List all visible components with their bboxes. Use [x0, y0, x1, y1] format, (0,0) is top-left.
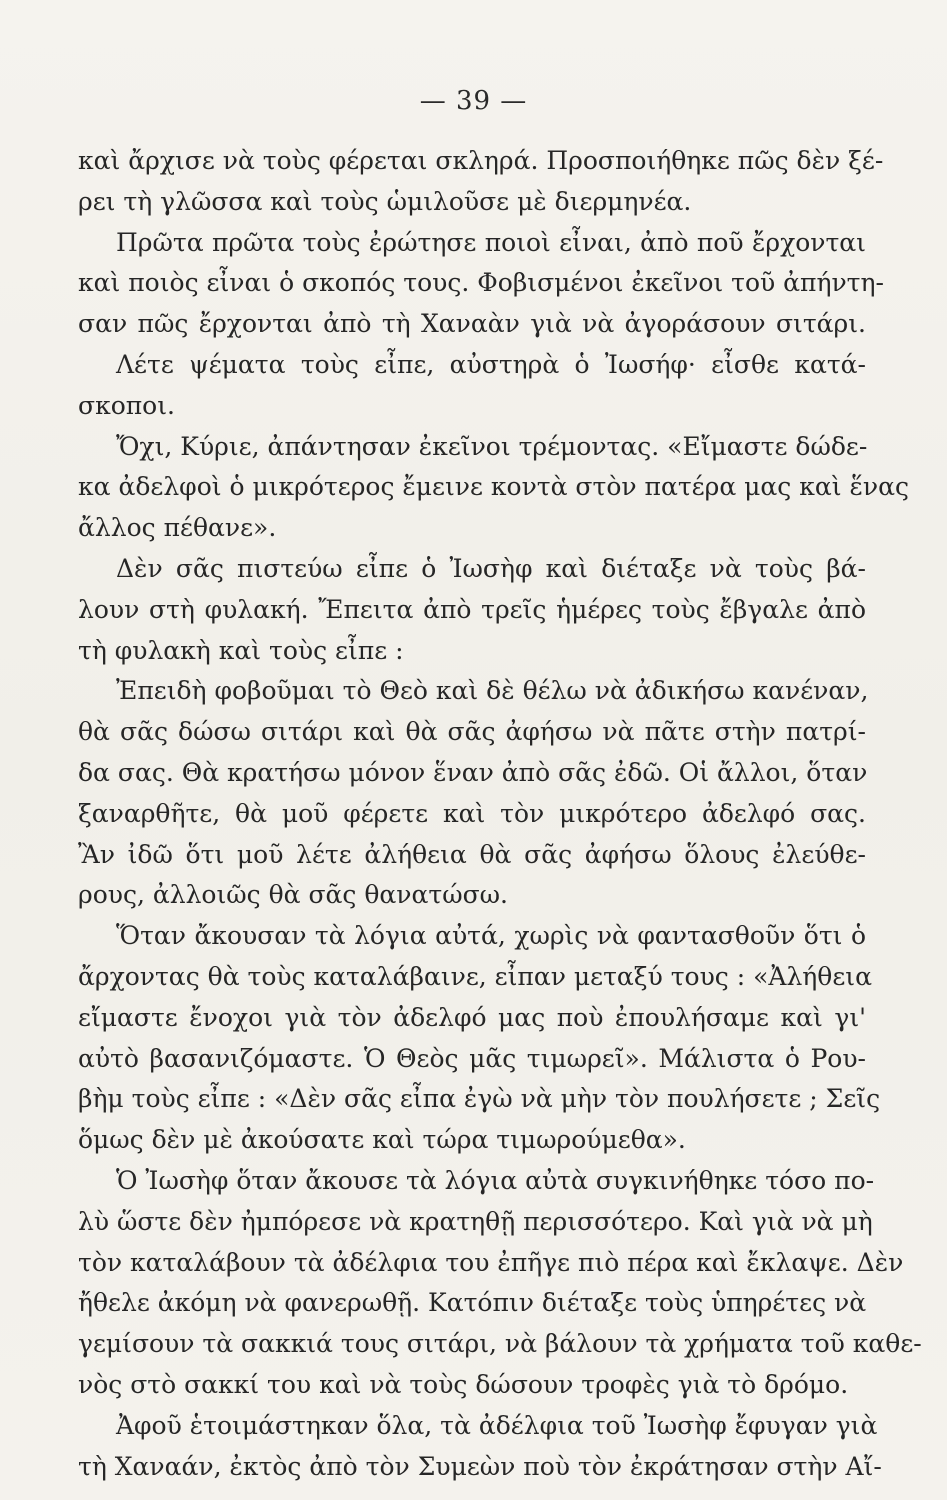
- text-line: Ὄχι, Κύριε, ἀπάντησαν ἐκεῖνοι τρέμοντας. «Εἴμαστε δώδε-: [116, 431, 868, 461]
- body-text: [78, 141, 922, 1487]
- text-line: ὅμως δὲν μὲ ἀκούσατε καὶ τώρα τιμωρούμεθα».: [78, 1125, 686, 1155]
- text-line: δα σας. Θὰ κρατήσω μόνον ἕναν ἀπὸ σᾶς ἐδῶ. Οἱ ἄλλοι, ὅταν: [78, 757, 868, 787]
- text-line: Ἐπειδὴ φοβοῦμαι τὸ Θεὸ καὶ δὲ θέλω νὰ ἀδικήσω κανέναν,: [116, 676, 869, 706]
- text-line: γεμίσουν τὰ σακκιά τους σιτάρι, νὰ βάλουν τὰ χρήματα τοῦ καθε-: [78, 1329, 922, 1359]
- page-number: — 39 —: [419, 86, 528, 116]
- text-line: ξαναρθῆτε, θὰ μοῦ φέρετε καὶ τὸν μικρότερο ἀδελφό σας.: [78, 798, 866, 828]
- text-line: τὴ φυλακὴ καὶ τοὺς εἶπε :: [78, 635, 404, 665]
- text-line: Δὲν σᾶς πιστεύω εἶπε ὁ Ἰωσὴφ καὶ διέταξε νὰ τοὺς βά-: [116, 553, 866, 583]
- text-line: Ὁ Ἰωσὴφ ὅταν ἄκουσε τὰ λόγια αὐτὰ συγκινήθηκε τόσο πο-: [116, 1165, 875, 1195]
- text-line: σκοποι.: [78, 390, 175, 420]
- text-line: Πρῶτα πρῶτα τοὺς ἐρώτησε ποιοὶ εἶναι, ἀπὸ ποῦ ἔρχονται: [116, 227, 866, 257]
- text-line: νὸς στὸ σακκί του καὶ νὰ τοὺς δώσουν τροφὲς γιὰ τὸ δρόμο.: [78, 1369, 849, 1399]
- text-line: ἄλλος πέθανε».: [78, 513, 277, 543]
- text-line: καὶ ἄρχισε νὰ τοὺς φέρεται σκληρά. Προσποιήθηκε πῶς δὲν ξέ-: [78, 146, 884, 175]
- text-line: ἤθελε ἀκόμη νὰ φανερωθῇ. Κατόπιν διέταξε τοὺς ὑπηρέτες νὰ: [78, 1288, 867, 1318]
- text-line: τὸν καταλάβουν τὰ ἀδέλφια του ἐπῆγε πιὸ πέρα καὶ ἔκλαψε. Δὲν: [78, 1247, 904, 1277]
- text-line: ρους, ἀλλοιῶς θὰ σᾶς θανατώσω.: [78, 880, 509, 910]
- text-line: Λέτε ψέματα τοὺς εἶπε, αὐστηρὰ ὁ Ἰωσήφ· εἶσθε κατά-: [116, 349, 866, 379]
- text-line: αὐτὸ βασανιζόμαστε. Ὁ Θεὸς μᾶς τιμωρεῖ». Μάλιστα ὁ Ρου-: [78, 1043, 866, 1073]
- text-line: λὺ ὥστε δὲν ἠμπόρεσε νὰ κρατηθῇ περισσότερο. Καὶ γιὰ νὰ μὴ: [78, 1206, 873, 1236]
- text-line: Ἀφοῦ ἑτοιμάστηκαν ὅλα, τὰ ἀδέλφια τοῦ Ἰωσὴφ ἔφυγαν γιὰ: [116, 1410, 878, 1440]
- text-line: βὴμ τοὺς εἶπε : «Δὲν σᾶς εἶπα ἐγὼ νὰ μὴν τὸν πουλήσετε ; Σεῖς: [78, 1084, 881, 1114]
- text-line: ρει τὴ γλῶσσα καὶ τοὺς ὡμιλοῦσε μὲ διερμηνέα.: [78, 186, 692, 216]
- text-line: θὰ σᾶς δώσω σιτάρι καὶ θὰ σᾶς ἀφήσω νὰ πᾶτε στὴν πατρί-: [78, 717, 866, 747]
- text-line: εἴμαστε ἔνοχοι γιὰ τὸν ἀδελφό μας ποὺ ἐπουλήσαμε καὶ γι': [78, 1002, 866, 1032]
- text-line: ἄρχοντας θὰ τοὺς καταλάβαινε, εἶπαν μεταξύ τους : «Ἀλήθεια: [78, 961, 872, 991]
- text-line: τὴ Χαναάν, ἐκτὸς ἀπὸ τὸν Συμεὼν ποὺ τὸν ἐκράτησαν στὴν Αἴ-: [78, 1451, 882, 1481]
- text-line: Ὅταν ἄκουσαν τὰ λόγια αὐτά, χωρὶς νὰ φαντασθοῦν ὅτι ὁ: [116, 921, 866, 951]
- text-line: Ἂν ἰδῶ ὅτι μοῦ λέτε ἀλήθεια θὰ σᾶς ἀφήσω ὅλους ἐλεύθε-: [78, 839, 866, 869]
- text-line: σαν πῶς ἔρχονται ἀπὸ τὴ Χαναὰν γιὰ νὰ ἀγοράσουν σιτάρι.: [78, 309, 866, 339]
- text-line: κα ἀδελφοὶ ὁ μικρότερος ἔμεινε κοντὰ στὸν πατέρα μας καὶ ἕνας: [78, 472, 909, 502]
- text-line: λουν στὴ φυλακή. Ἔπειτα ἀπὸ τρεῖς ἡμέρες τοὺς ἔβγαλε ἀπὸ: [78, 594, 866, 624]
- text-line: καὶ ποιὸς εἶναι ὁ σκοπός τους. Φοβισμένοι ἐκεῖνοι τοῦ ἀπήντη-: [78, 268, 884, 298]
